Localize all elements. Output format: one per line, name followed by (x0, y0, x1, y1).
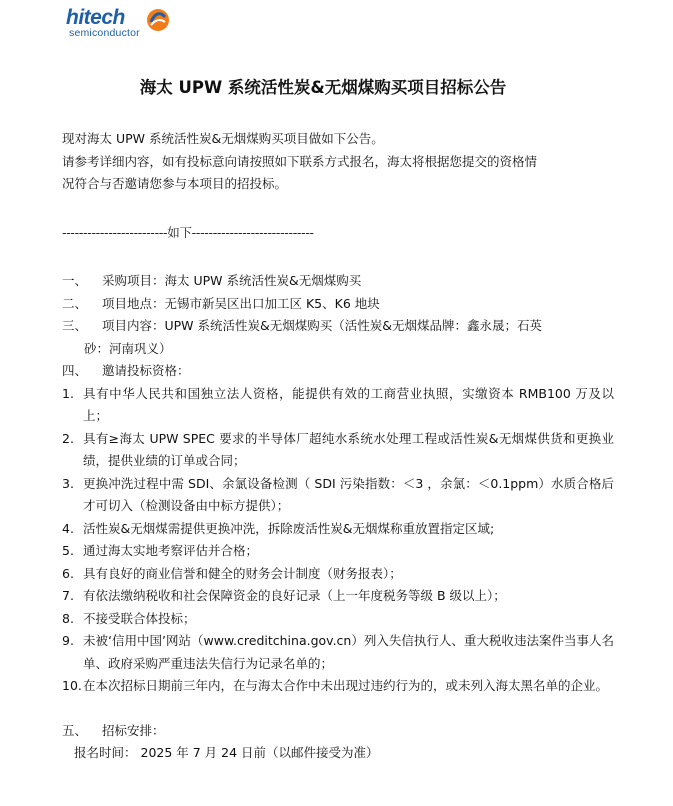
list-item-number: 3. (62, 475, 74, 491)
section-number: 三、 (62, 318, 88, 333)
list-item-text: 通过海太实地考察评估并合格； (83, 543, 259, 558)
list-item-number: 8. (62, 610, 74, 626)
logo-subtitle: semiconductor (69, 27, 140, 39)
list-item-text: 在本次招标日期前三年内，在与海太合作中未出现过违约行为的，或未列入海太黑名单的企业。 (83, 678, 609, 693)
section-item (62, 315, 614, 360)
list-item (62, 608, 614, 631)
section-item (62, 720, 614, 743)
registration-label: 报名时间： (74, 745, 137, 760)
list-item (62, 563, 614, 586)
list-item (62, 428, 614, 473)
section-text: 项目地点：无锡市新吴区出口加工区 K5、K6 地块 (102, 295, 380, 311)
registration-value: 2025 年 7 月 24 日前（以邮件接受为准） (140, 745, 379, 760)
list-item (62, 473, 614, 518)
list-item-number: 7. (62, 588, 74, 603)
list-item-text: 具有≥海太 UPW SPEC 要求的半导体厂超纯水系统水处理工程或活性炭&无烟煤供货和更换业绩，提供业绩的订单或合同； (83, 430, 614, 468)
list-item (62, 518, 614, 541)
section-number: 五、 (62, 722, 88, 738)
document-body (62, 128, 614, 765)
list-item-number: 6. (62, 565, 74, 581)
list-item-number: 4. (62, 520, 74, 536)
list-item-text: 有依法缴纳税收和社会保障资金的良好记录（上一年度税务等级 B 级以上）； (83, 588, 506, 603)
section-number: 一、 (62, 273, 88, 288)
section-item (62, 360, 614, 383)
section-text: 项目内容：UPW 系统活性炭&无烟煤购买（活性炭&无烟煤品牌：鑫永晟；石英 (102, 318, 543, 333)
intro-line: 况符合与否邀请您参与本项目的招投标。 (62, 176, 288, 191)
company-logo (66, 6, 176, 40)
list-item-number: 10. (62, 678, 82, 693)
list-item (62, 383, 614, 428)
list-item-number: 5. (62, 543, 74, 558)
intro-line: 现对海太 UPW 系统活性炭&无烟煤购买项目做如下公告。 (62, 131, 384, 146)
list-item (62, 585, 614, 608)
list-item-text: 活性炭&无烟煤需提供更换冲洗，拆除废活性炭&无烟煤称重放置指定区域; (83, 520, 495, 536)
list-item-text: 更换冲洗过程中需 SDI、余氯设备检测（ SDI 污染指数：＜3 ，余氯：＜0.1ppm）水质合格后才可切入（检测设备由中标方提供）； (83, 475, 614, 513)
section-text: 招标安排： (102, 722, 165, 738)
list-item (62, 675, 614, 698)
logo-mark-icon (146, 8, 170, 32)
list-item-number: 9. (62, 633, 74, 648)
section-number: 二、 (62, 295, 88, 311)
list-item (62, 630, 614, 675)
registration-time (62, 742, 614, 765)
section-separator: -------------------------如下----------------------------- (62, 224, 314, 240)
list-item-text: 不接受联合体投标； (83, 610, 196, 626)
section-item (62, 293, 614, 316)
qualification-list (62, 383, 614, 698)
page-title: 海太 UPW 系统活性炭&无烟煤购买项目招标公告 (139, 78, 507, 97)
list-item-number: 2. (62, 430, 74, 446)
list-item-number: 1. (62, 385, 74, 401)
logo-wordmark: hitech (66, 6, 125, 29)
section-item (62, 270, 614, 293)
section-text: 采购项目：海太 UPW 系统活性炭&无烟煤购买 (102, 273, 362, 288)
section-number: 四、 (62, 363, 88, 378)
section-text: 邀请投标资格： (102, 363, 190, 378)
list-item-text: 具有良好的商业信誉和健全的财务会计制度（财务报表）； (83, 565, 402, 581)
list-item-text: 具有中华人民共和国独立法人资格，能提供有效的工商营业执照，实缴资本 RMB100 万及以上； (83, 385, 614, 423)
list-item (62, 540, 614, 563)
section-text-continuation: 砂：河南巩义） (84, 340, 172, 356)
intro-line: 请参考详细内容，如有投标意向请按照如下联系方式报名，海太将根据您提交的资格情 (62, 153, 538, 169)
list-item-text: 未被‘信用中国’网站（www.creditchina.gov.cn）列入失信执行人、重大税收违法案件当事人名单、政府采购严重违法失信行为记录名单的； (83, 633, 614, 671)
